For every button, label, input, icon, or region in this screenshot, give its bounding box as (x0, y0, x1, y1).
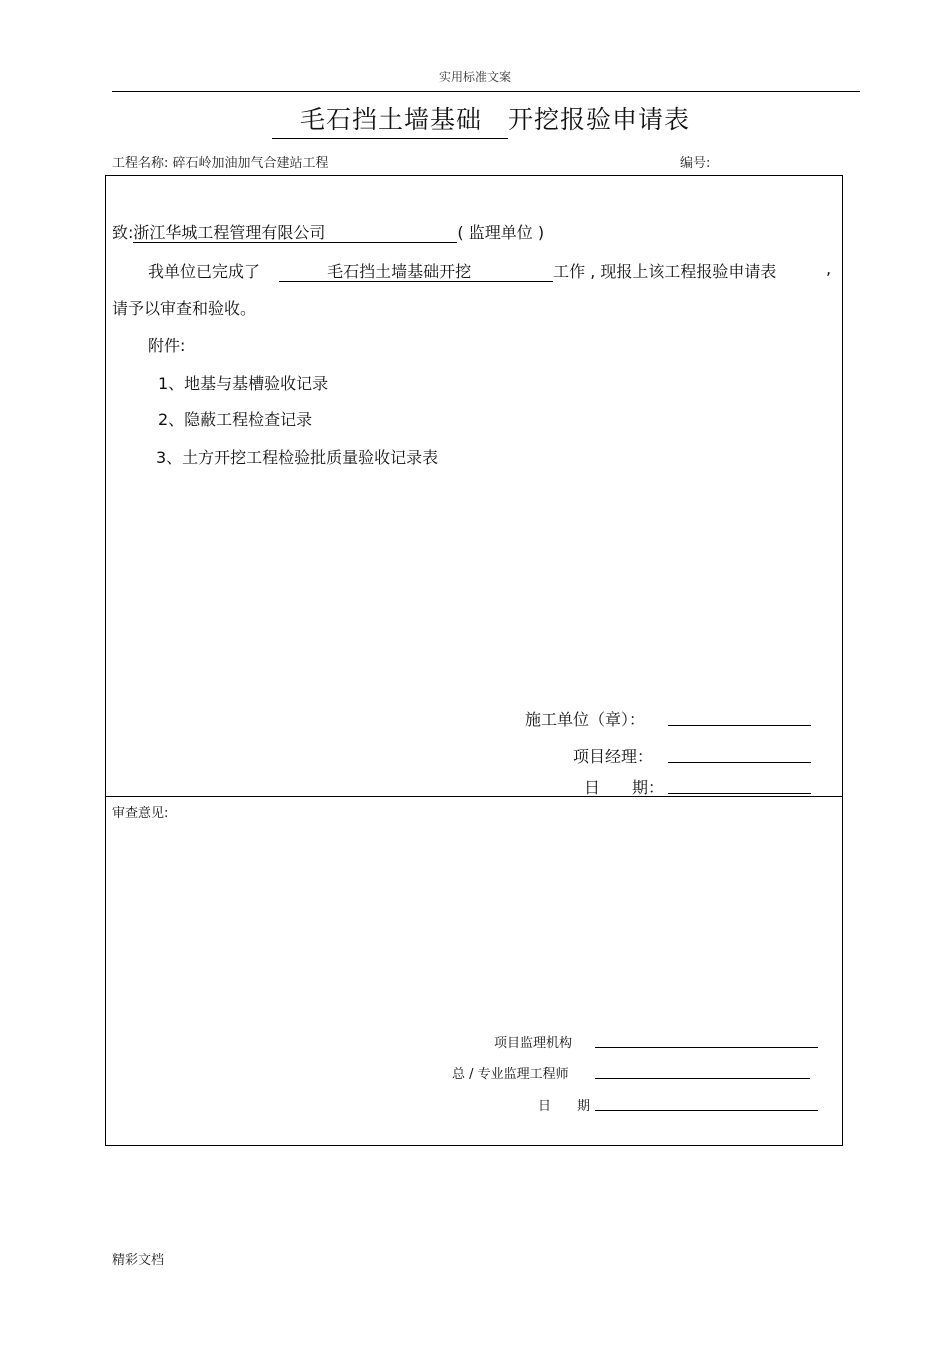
addressee-row (112, 220, 544, 243)
review-date-label: 日 期 (538, 1099, 591, 1114)
page-header: 实用标准文案 (438, 70, 511, 84)
to-label: 致: (112, 223, 134, 242)
supervision-agency-label: 项目监理机构 (494, 1036, 573, 1051)
completion-comma: , (826, 259, 832, 278)
contractor-seal-label: 施工单位（章）： (525, 710, 646, 729)
review-box (105, 796, 843, 1146)
attachments-label: 附件: (148, 336, 186, 355)
manager-line (668, 762, 811, 763)
attachment-item: 2、隐蔽工程检查记录 (158, 410, 313, 429)
document-title (272, 100, 690, 139)
manager-label: 项目经理： (573, 747, 654, 766)
header-rule (112, 91, 860, 92)
supervision-agency-line (595, 1047, 818, 1048)
completion-line (148, 259, 776, 282)
review-date-line (595, 1110, 818, 1111)
page-footer: 精彩文档 (112, 1253, 165, 1268)
engineer-label: 总 / 专业监理工程师 (452, 1067, 569, 1082)
application-date-label: 日 期： (584, 778, 665, 797)
attachment-item: 3、土方开挖工程检验批质量验收记录表 (156, 448, 439, 467)
work-item: 毛石挡土墙基础开挖 (279, 263, 553, 282)
review-opinion-label: 审查意见: (112, 806, 169, 821)
engineer-line (595, 1078, 810, 1079)
application-date-line (668, 793, 811, 794)
contractor-seal-line (668, 725, 811, 726)
title-underlined: 毛石挡土墙基础 (272, 100, 508, 139)
supervisor-name: 浙江华城工程管理有限公司 (133, 224, 457, 243)
completion-suffix: 工作 , 现报上该工程报验申请表 (553, 262, 777, 281)
review-request-line: 请予以审查和验收。 (112, 299, 257, 318)
completion-prefix: 我单位已完成了 (148, 262, 261, 281)
project-name-row (112, 152, 329, 171)
project-name: 碎石岭加油加气合建站工程 (172, 156, 329, 171)
attachment-item: 1、地基与基槽验收记录 (158, 374, 329, 393)
number-label: 编号: (680, 156, 711, 171)
title-rest: 开挖报验申请表 (508, 105, 691, 134)
project-label: 工程名称: (112, 156, 169, 171)
supervisor-suffix: ( 监理单位 ) (457, 223, 545, 242)
